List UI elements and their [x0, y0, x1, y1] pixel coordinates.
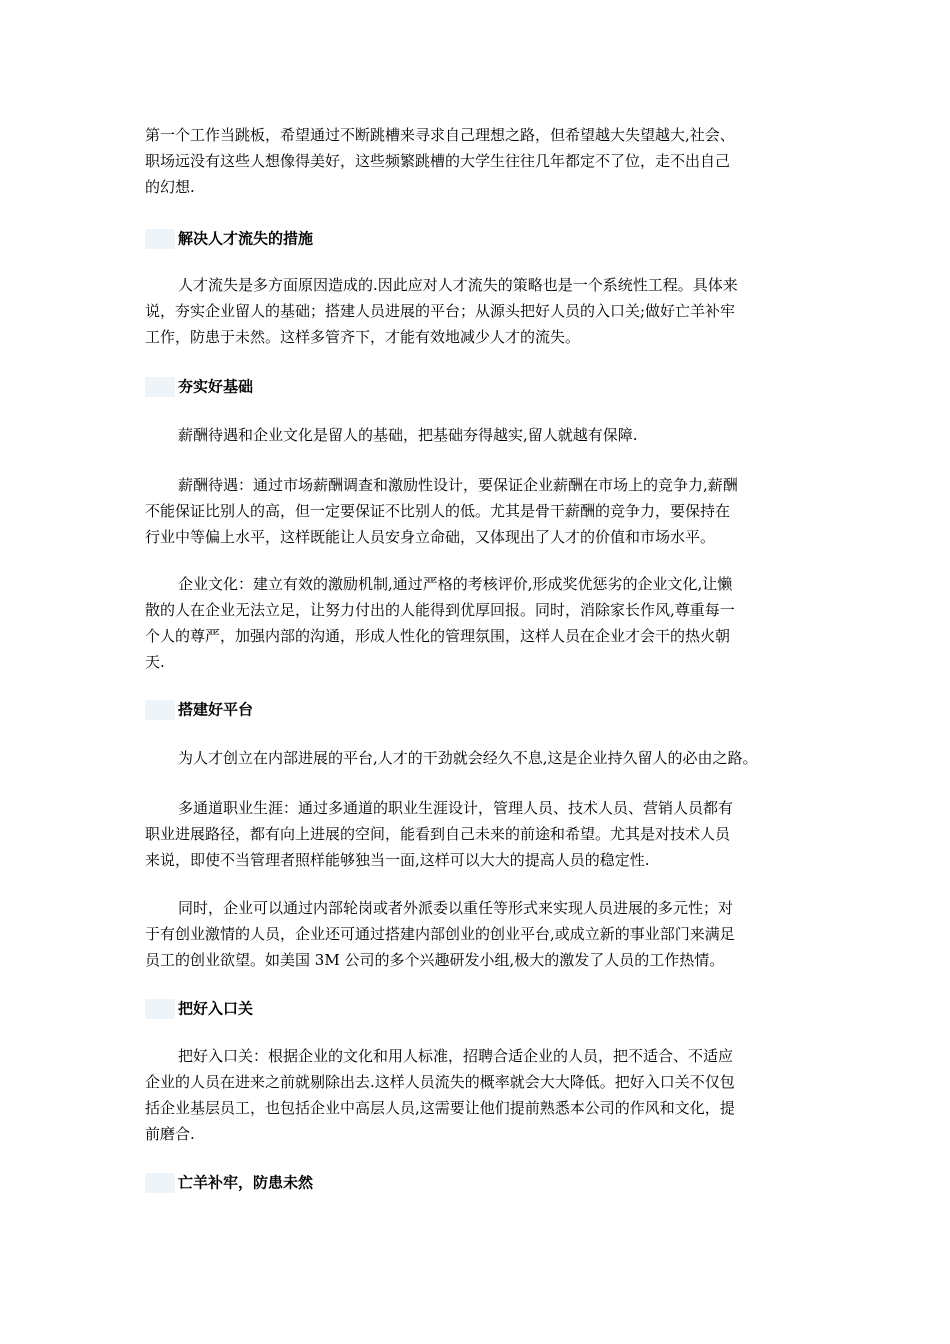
paragraph-career: [145, 795, 815, 873]
text-line: 天.: [145, 653, 165, 671]
paragraph-overview: [145, 272, 815, 350]
heading-text: 把好入口关: [178, 999, 254, 1018]
text-line: 职业进展路径，都有向上进展的空间，能看到自己未来的前途和希望。尤其是对技术人员: [145, 825, 731, 843]
heading-marker: [145, 700, 175, 720]
heading-marker: [145, 999, 175, 1019]
text-line: 薪酬待遇：通过市场薪酬调查和激励性设计，要保证企业薪酬在市场上的竞争力,薪酬: [178, 476, 738, 494]
text-line: 散的人在企业无法立足，让努力付出的人能得到优厚回报。同时，消除家长作风,尊重每一: [145, 601, 735, 619]
heading-marker: [145, 377, 175, 397]
text-line: 第一个工作当跳板，希望通过不断跳槽来寻求自己理想之路，但希望越大失望越大,社会、: [145, 126, 735, 144]
text-line: 行业中等偏上水平，这样既能让人员安身立命础，又体现出了人才的价值和市场水平。: [145, 528, 716, 546]
section-heading-platform: [145, 697, 253, 721]
paragraph-entry: [145, 1043, 815, 1147]
heading-marker: [145, 229, 175, 249]
heading-text: 搭建好平台: [178, 700, 254, 719]
text-line: 不能保证比别人的高，但一定要保证不比别人的低。尤其是骨干薪酬的竞争力，要保持在: [145, 502, 731, 520]
section-heading-prevention: [145, 1170, 313, 1194]
text-line: 工作，防患于未然。这样多管齐下，才能有效地减少人才的流失。: [145, 328, 581, 346]
paragraph-intro: [145, 122, 815, 200]
text-line: 多通道职业生涯：通过多通道的职业生涯设计，管理人员、技术人员、营销人员都有: [178, 799, 734, 817]
paragraph-culture: [145, 571, 815, 675]
text-line: 个人的尊严，加强内部的沟通，形成人性化的管理氛围，这样人员在企业才会干的热火朝: [145, 627, 731, 645]
text-line: 前磨合.: [145, 1125, 195, 1143]
section-heading-foundation: [145, 374, 253, 398]
heading-text: 夯实好基础: [178, 377, 254, 396]
text-line: 为人才创立在内部进展的平台,人才的干劲就会经久不息,这是企业持久留人的必由之路。: [178, 749, 758, 767]
paragraph-salary: [145, 472, 815, 550]
text-line: 同时，企业可以通过内部轮岗或者外派委以重任等形式来实现人员进展的多元性；对: [178, 899, 734, 917]
text-line: 职场远没有这些人想像得美好，这些频繁跳槽的大学生往往几年都定不了位，走不出自己: [145, 152, 731, 170]
text-line: 把好入口关：根据企业的文化和用人标准，招聘合适企业的人员，把不适合、不适应: [178, 1047, 734, 1065]
text-line: 人才流失是多方面原因造成的.因此应对人才流失的策略也是一个系统性工程。具体来: [178, 276, 738, 294]
section-heading-measures: [145, 226, 313, 250]
text-line: 企业的人员在进来之前就剔除出去.这样人员流失的概率就会大大降低。把好入口关不仅包: [145, 1073, 735, 1091]
paragraph-foundation: [145, 422, 815, 448]
section-heading-entry: [145, 996, 253, 1020]
text-line: 说，夯实企业留人的基础；搭建人员进展的平台；从源头把好人员的入口关;做好亡羊补牢: [145, 302, 736, 320]
paragraph-platform: [145, 745, 815, 771]
text-line: 企业文化：建立有效的激励机制,通过严格的考核评价,形成奖优惩劣的企业文化,让懒: [178, 575, 733, 593]
text-line: 薪酬待遇和企业文化是留人的基础，把基础夯得越实,留人就越有保障.: [178, 426, 638, 444]
text-line: 于有创业激情的人员，企业还可通过搭建内部创业的创业平台,或成立新的事业部门来满足: [145, 925, 735, 943]
heading-text: 亡羊补牢，防患未然: [178, 1173, 314, 1192]
text-line: 的幻想.: [145, 178, 195, 196]
heading-marker: [145, 1173, 175, 1193]
text-line: 来说，即使不当管理者照样能够独当一面,这样可以大大的提高人员的稳定性.: [145, 851, 650, 869]
paragraph-rotation: [145, 895, 815, 973]
text-line: 员工的创业欲望。如美国 3M 公司的多个兴趣研发小组,极大的激发了人员的工作热情。: [145, 951, 725, 969]
heading-text: 解决人才流失的措施: [178, 229, 314, 248]
text-line: 括企业基层员工，也包括企业中高层人员,这需要让他们提前熟悉本公司的作风和文化，提: [145, 1099, 735, 1117]
